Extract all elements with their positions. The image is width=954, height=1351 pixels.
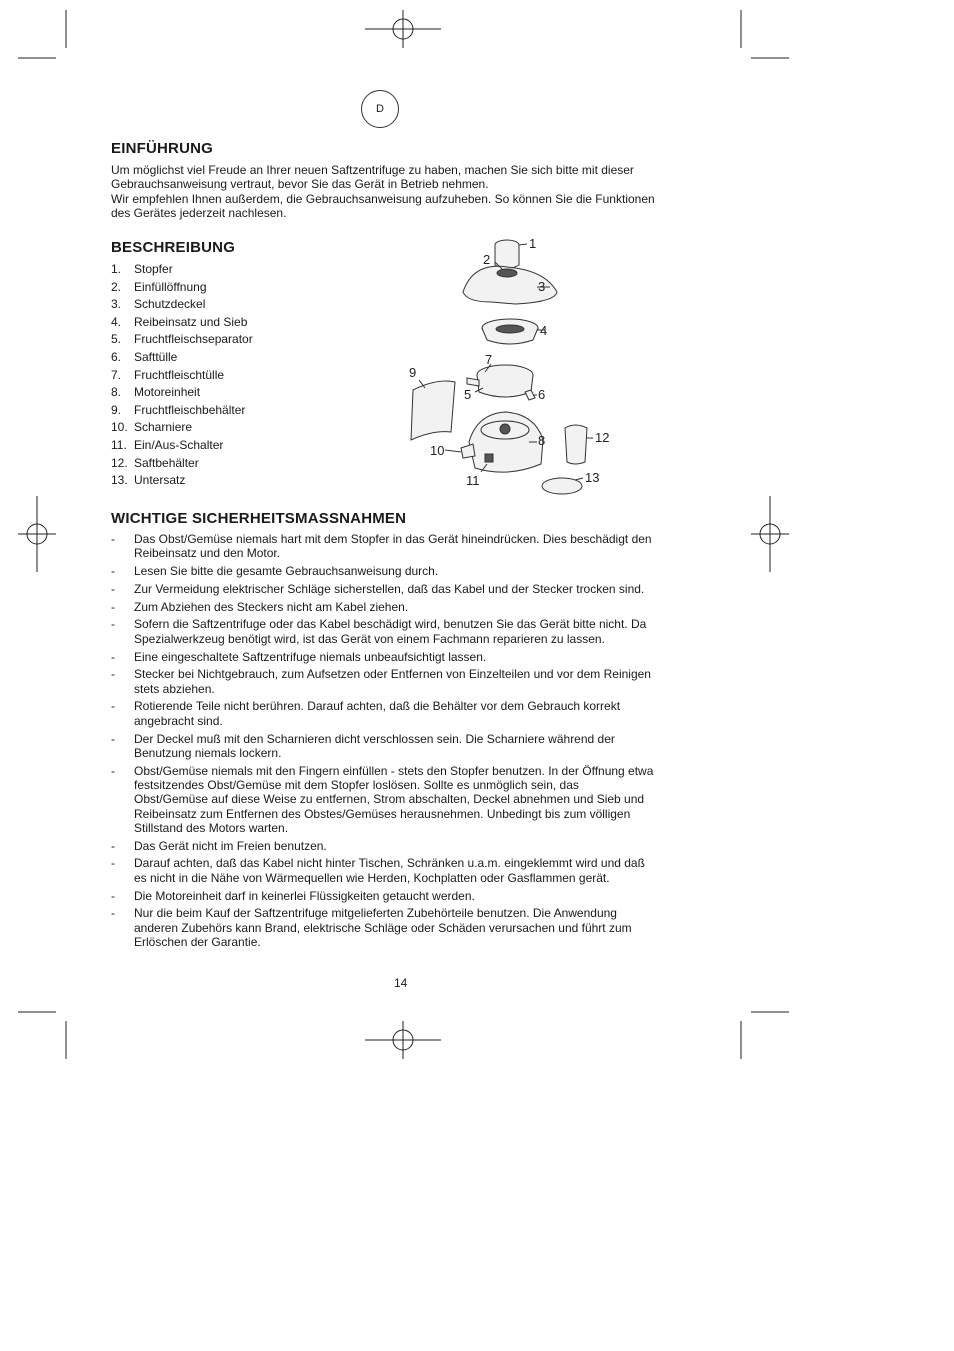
intro-line: Wir empfehlen Ihnen außerdem, die Gebrauchsanweisung aufzuheben. So können Sie die Funktionen [111,191,655,206]
base-plate-part [542,478,583,494]
list-item: - Sofern die Saftzentrifuge oder das Kabel beschädigt wird, benutzen Sie das Gerät bitte nicht. Da Spezialwerkzeug benötigt wird, ist das Gerät von einem Fachmann reparieren zu lassen. [111,617,647,646]
intro-line: des Gerätes jederzeit nachlesen. [111,206,287,221]
list-item: 8. Motoreinheit [111,385,201,400]
page-number: 14 [394,976,408,990]
list-item: - Obst/Gemüse niemals mit den Fingern einfüllen - stets den Stopfer benutzen. In der Öffnung etwa festsitzendes Obst/Gemüse mit dem Stopfer loslösen. Sollte es unmöglich sein, das Obst/Gemüse auf diese Weise zu entfernen, Strom abschalten, Deckel abnehmen und Sieb und Reibeinsatz zum Entfernen des Obstes/Gemüses herausnehmen. Unbedingt bis zum völligen Stillstand des Motors warten. [111,763,654,835]
list-item: 4. Reibeinsatz und Sieb [111,314,248,329]
list-item: 10. Scharniere [111,420,193,435]
callout-label: 12 [595,430,610,445]
list-item: - Das Obst/Gemüse niemals hart mit dem Stopfer in das Gerät hineindrücken. Dies beschädigt den Reibeinsatz und den Motor. [111,532,652,561]
list-item: 11. Ein/Aus-Schalter [111,437,224,452]
callout-label: 7 [485,352,493,367]
pulp-container-part [411,380,455,440]
callout-label: 8 [538,433,546,448]
list-item: 13. Untersatz [111,473,186,488]
list-item: 12. Saftbehälter [111,455,199,470]
list-item: - Zur Vermeidung elektrischer Schläge sicherstellen, daß das Kabel und der Stecker trocken sind. [111,581,645,596]
intro-heading: EINFÜHRUNG [111,140,213,157]
list-item: - Die Motoreinheit darf in keinerlei Flüssigkeiten getaucht werden. [111,888,475,903]
juice-jug-part [565,425,593,464]
pusher-part [495,240,527,269]
filter-part [482,319,548,344]
list-item: 5. Fruchtfleischseparator [111,332,253,347]
motor-base-part [445,412,546,472]
list-item: - Darauf achten, daß das Kabel nicht hinter Tischen, Schränken u.a.m. eingeklemmt wird und daß es nicht in die Nähe von Wärmequellen wie Herden, Kochplatten oder Gasflammen gerät. [111,856,645,885]
list-item: - Zum Abziehen des Steckers nicht am Kabel ziehen. [111,599,409,614]
list-item: - Nur die beim Kauf der Saftzentrifuge mitgelieferten Zubehörteile benutzen. Die Anwendung anderen Zubehörs kann Brand, elektrische Schläge oder Schäden verursachen und führt zum Erlöschen der Garantie. [111,906,632,949]
intro-paragraph [111,163,711,221]
callout-label: 10 [430,443,445,458]
parts-list [111,261,253,490]
callout-label: 2 [483,252,491,267]
callout-label: 9 [409,365,417,380]
callout-label: 13 [585,470,600,485]
list-item: 3. Schutzdeckel [111,297,206,312]
list-item: - Rotierende Teile nicht berühren. Darauf achten, daß die Behälter vor dem Gebrauch korrekt angebracht sind. [111,699,621,728]
list-item: 9. Fruchtfleischbehälter [111,402,246,417]
list-item: 6. Safttülle [111,349,178,364]
callout-label: 6 [538,387,546,402]
list-item: - Lesen Sie bitte die gesamte Gebrauchsanweisung durch. [111,564,439,579]
callout-label: 11 [466,473,480,488]
list-item: 7. Fruchtfleischtülle [111,367,225,382]
intro-line: Gebrauchsanweisung vertraut, bevor Sie das Gerät in Betrieb nehmen. [111,177,489,192]
list-item: - Stecker bei Nichtgebrauch, zum Aufsetzen oder Entfernen von Einzelteilen und vor dem Reinigen stets abziehen. [111,667,651,696]
juicer-exploded-diagram [395,232,635,502]
list-item: 2. Einfüllöffnung [111,279,207,294]
callout-label: 3 [538,279,546,294]
separator-part [467,364,537,400]
callout-label: 4 [540,323,548,338]
intro-line: Um möglichst viel Freude an Ihrer neuen Saftzentrifuge zu haben, machen Sie sich bitte mit dieser [111,163,634,177]
callout-label: 1 [529,236,537,251]
list-item: - Der Deckel muß mit den Scharnieren dicht verschlossen sein. Die Scharniere während der Benutzung niemals lockern. [111,731,615,760]
safety-list [111,532,701,953]
list-item: - Eine eingeschaltete Saftzentrifuge niemals unbeaufsichtigt lassen. [111,649,487,664]
description-heading: BESCHREIBUNG [111,239,236,256]
callout-label: 5 [464,387,472,402]
safety-heading: WICHTIGE SICHERHEITSMASSNAHMEN [111,510,407,527]
list-item: - Das Gerät nicht im Freien benutzen. [111,838,327,853]
language-badge: D [361,90,399,128]
list-item: 1. Stopfer [111,262,173,276]
